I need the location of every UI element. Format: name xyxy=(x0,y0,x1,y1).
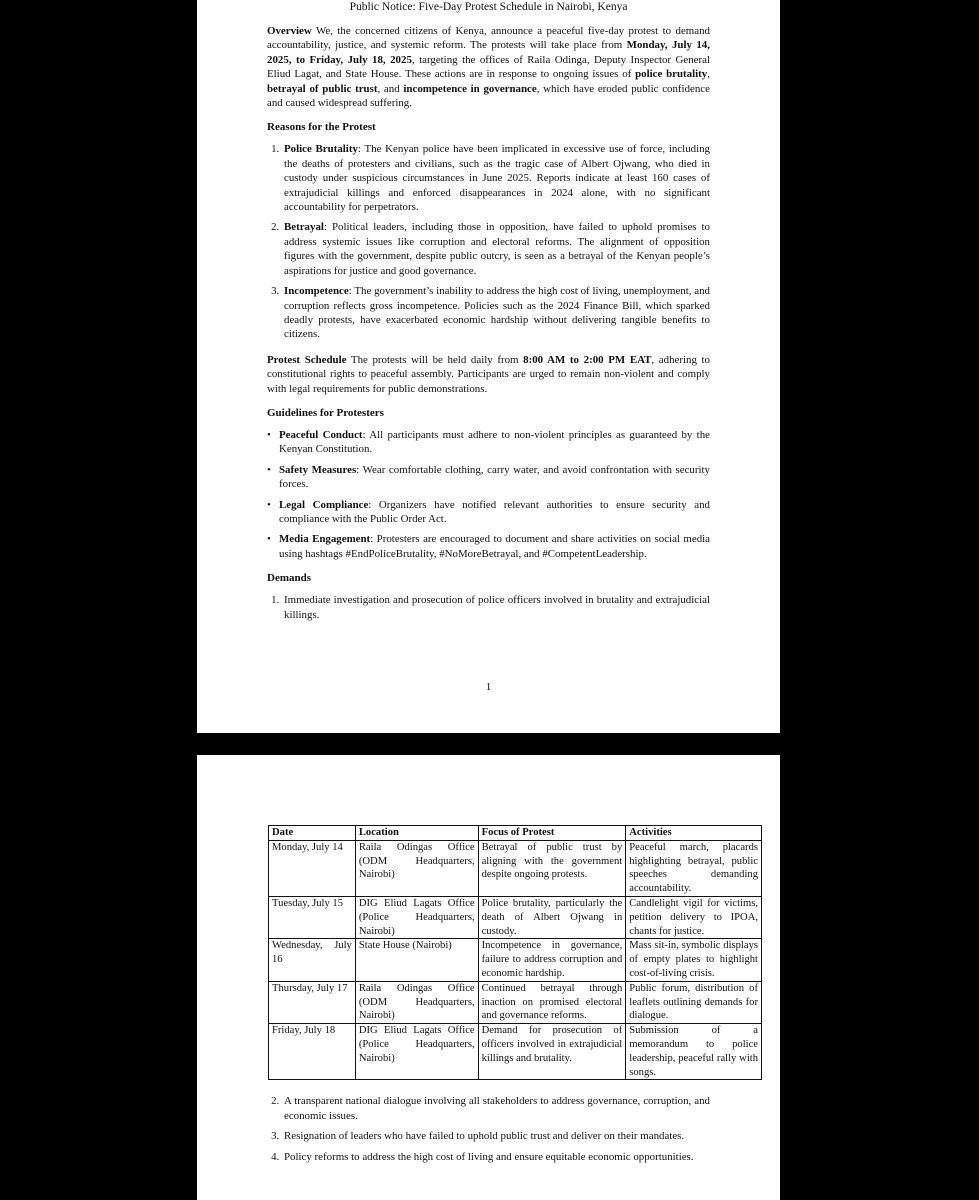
document-page-1 xyxy=(197,0,780,733)
table-header-row xyxy=(269,826,762,841)
page-number: 1 xyxy=(485,681,492,693)
table-row xyxy=(269,896,762,938)
table-cell: DIG Eliud Lagats Office (Police Headquarters, Nairobi) xyxy=(355,896,478,938)
table-cell: Monday, July 14 xyxy=(269,840,356,896)
table-cell: Wednesday, July 16 xyxy=(269,939,356,981)
table-cell: Candlelight vigil for victims, petition delivery to IPOA, chants for justice. xyxy=(626,896,762,938)
column-header: Focus of Protest xyxy=(478,826,626,841)
list-item: 3. Resignation of leaders who have failed to uphold public trust and deliver on their mandates. xyxy=(282,1129,710,1143)
guidelines-heading: Guidelines for Protesters xyxy=(267,406,384,419)
table-cell: Peaceful march, placards highlighting betrayal, public speeches demanding accountability. xyxy=(626,840,762,896)
list-item: • Safety Measures: Wear comfortable clothing, carry water, and avoid confrontation with security forces. xyxy=(277,463,710,492)
protest-schedule-table xyxy=(268,825,762,1080)
column-header: Activities xyxy=(626,826,762,841)
table-cell: Continued betrayal through inaction on promised electoral and governance reforms. xyxy=(478,981,626,1023)
list-item: 1. Immediate investigation and prosecution of police officers involved in brutality and extrajudicial killings. xyxy=(282,593,710,622)
table-cell: DIG Eliud Lagats Office (Police Headquarters, Nairobi) xyxy=(355,1024,478,1080)
reasons-list xyxy=(267,142,710,341)
list-item: 4. Policy reforms to address the high cost of living and ensure equitable economic opportunities. xyxy=(282,1150,710,1164)
list-item: • Peaceful Conduct: All participants must adhere to non-violent principles as guaranteed by the Kenyan Constitution. xyxy=(277,428,710,457)
table-row xyxy=(269,939,762,981)
table-row xyxy=(269,1024,762,1080)
table-cell: Raila Odingas Office (ODM Headquarters, Nairobi) xyxy=(355,981,478,1023)
table-cell: Demand for prosecution of officers involved in extrajudicial killings and brutality. xyxy=(478,1024,626,1080)
table-cell: Submission of a memorandum to police leadership, peaceful rally with songs. xyxy=(626,1024,762,1080)
demands-list-continued xyxy=(267,1094,710,1164)
table-cell: Thursday, July 17 xyxy=(269,981,356,1023)
list-item: 1. Police Brutality: The Kenyan police have been implicated in excessive use of force, including the deaths of protesters and civilians, such as the tragic case of Albert Ojwang, who died in custody under suspicious circumstances in June 2025. Reports indicate at least 160 cases of extrajudicial killings and enforced disappearances in 2024 alone, with no significant accountability for perpetrators. xyxy=(282,142,710,214)
column-header: Location xyxy=(355,826,478,841)
table-cell: Raila Odingas Office (ODM Headquarters, Nairobi) xyxy=(355,840,478,896)
schedule-label: Protest Schedule xyxy=(267,353,347,366)
table-cell: Mass sit-in, symbolic displays of empty plates to highlight cost-of-living crisis. xyxy=(626,939,762,981)
reasons-heading: Reasons for the Protest xyxy=(267,121,376,134)
list-item: 2. Betrayal: Political leaders, including those in opposition, have failed to uphold promises to address systemic issues like corruption and electoral reforms. The alignment of opposition figures with the government, despite public outcry, is seen as a betrayal of the Kenyan people’s aspirations for justice and good governance. xyxy=(282,220,710,278)
table-cell: Betrayal of public trust by aligning with the government despite ongoing protests. xyxy=(478,840,626,896)
table-row xyxy=(269,840,762,896)
document-page-2 xyxy=(197,755,780,1200)
list-item: • Media Engagement: Protesters are encouraged to document and share activities on social media using hashtags #EndPoliceBrutality, #NoMoreBetrayal, and #CompetentLeadership. xyxy=(277,532,710,561)
list-item: 3. Incompetence: The government’s inability to address the high cost of living, unemployment, and corruption reflects gross incompetence. Policies such as the 2024 Finance Bill, which sparked deadly protests, have exacerbated economic hardship without delivering tangible benefits to citizens. xyxy=(282,284,710,342)
schedule-paragraph: Protest Schedule The protests will be held daily from 8:00 AM to 2:00 PM EAT, adhering to constitutional rights to peaceful assembly. Participants are urged to remain non-violent and comply with legal requirements for public demonstrations. xyxy=(267,353,711,395)
table-cell: Incompetence in governance, failure to address corruption and economic hardship. xyxy=(478,939,626,981)
guidelines-list xyxy=(267,428,710,561)
document-title: Public Notice: Five-Day Protest Schedule in Nairobi, Kenya xyxy=(349,1,628,13)
overview-paragraph: Overview We, the concerned citizens of Kenya, announce a peaceful five-day protest to demand accountability, justice, and systemic reform. The protests will take place from Monday, July 14, 2025, to Friday, July 18, 2025, targeting the offices of Raila Odinga, Deputy Inspector General Eliud Lagat, and State House. These actions are in response to ongoing issues of police brutality, betrayal of public trust, and incompetence in governance, which have eroded public confidence and caused widespread suffering. xyxy=(267,25,710,110)
list-item: 2. A transparent national dialogue involving all stakeholders to address governance, corruption, and economic issues. xyxy=(282,1094,710,1123)
table-cell: Police brutality, particularly the death of Albert Ojwang in custody. xyxy=(478,896,626,938)
table-row xyxy=(269,981,762,1023)
table-cell: Friday, July 18 xyxy=(269,1024,356,1080)
table-cell: State House (Nairobi) xyxy=(355,939,478,981)
demands-heading: Demands xyxy=(267,572,312,585)
overview-label: Overview xyxy=(267,25,312,37)
table-cell: Tuesday, July 15 xyxy=(269,896,356,938)
list-item: • Legal Compliance: Organizers have notified relevant authorities to ensure security and compliance with the Public Order Act. xyxy=(277,498,710,527)
table-cell: Public forum, distribution of leaflets outlining demands for dialogue. xyxy=(626,981,762,1023)
demands-list xyxy=(267,593,710,622)
column-header: Date xyxy=(269,826,356,841)
